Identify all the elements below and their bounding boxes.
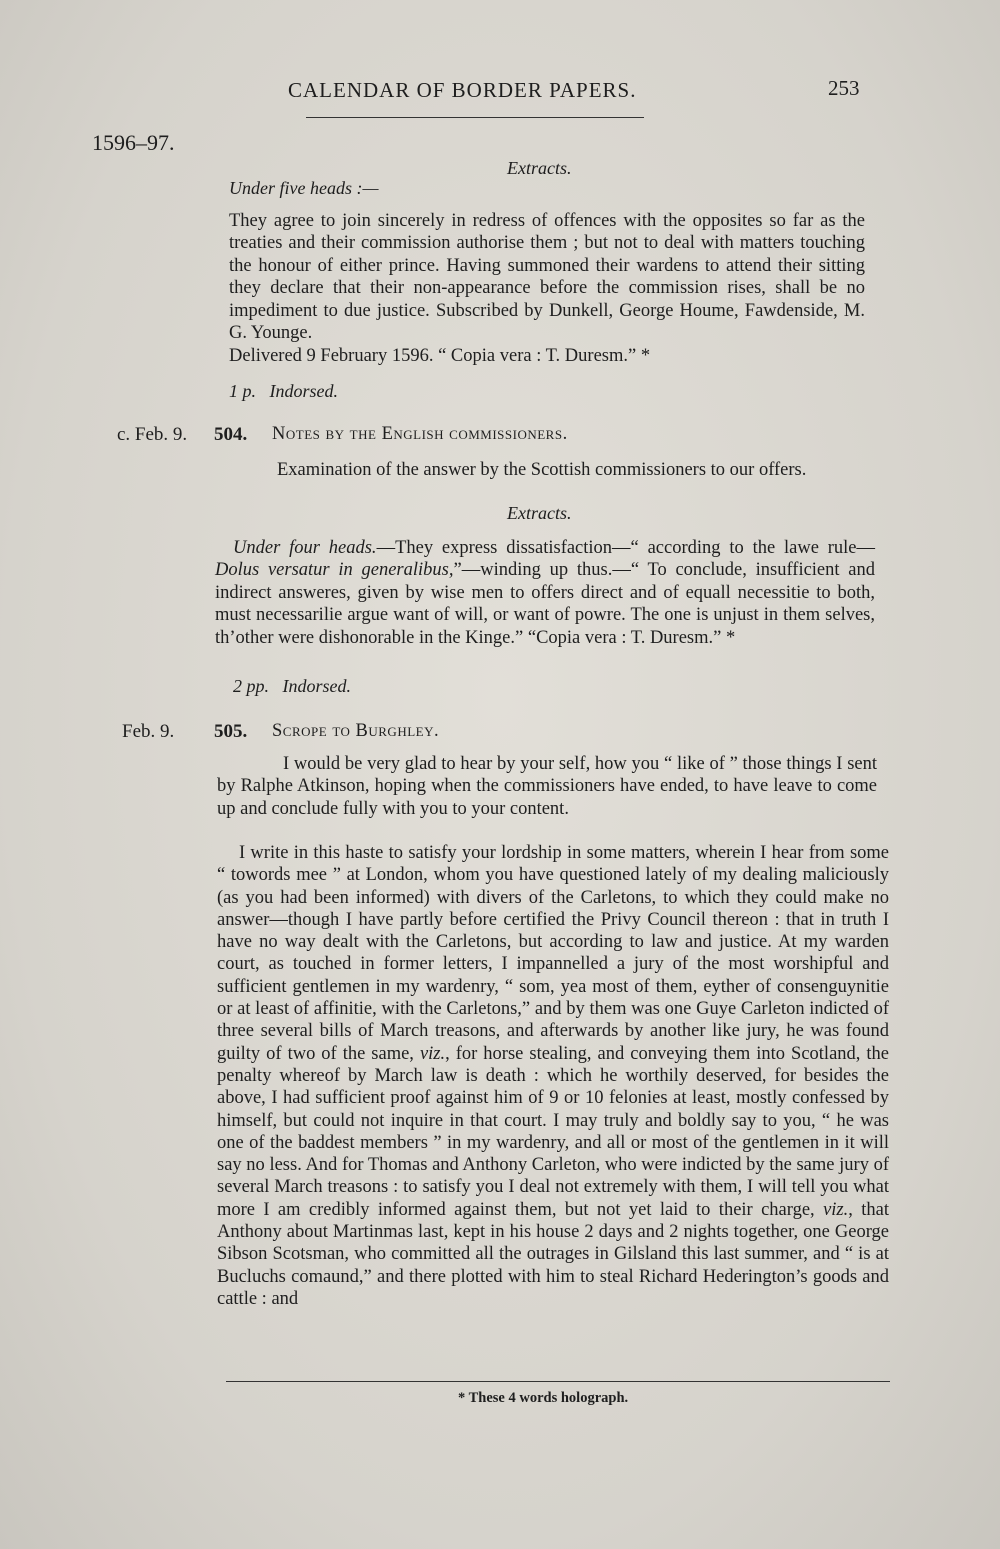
heads-label: Under four heads.	[233, 538, 377, 558]
entry-date: c. Feb. 9.	[117, 424, 188, 445]
indorsed-note: Indorsed.	[269, 381, 338, 401]
entry-summary: Examination of the answer by the Scottish commissioners to our offers.	[277, 460, 807, 480]
body-text: , for horse stealing, and conveying them into Scotland, the penalty whereof by March law is death : which he worthily deserved, for besides the above, I had sufficient proof against him of 9 or 10 felonies at least, mostly confessed by himself, but could not inquire in that court. I may truly and boldly say to you, “ he was one of the baddest members ” in my wardenry, and all or most of the gentlemen in it will say no less. And for Thomas and Anthony Carleton, who were indicted by the same jury of several March treasons : to satisfy you I deal not extremely with them, I will tell you what more I am credibly informed against them, but not yet laid to their charge,	[217, 1043, 889, 1220]
entry-date: Feb. 9.	[122, 721, 175, 742]
pages-count: 1 p.	[229, 381, 256, 401]
year-margin-label: 1596–97.	[92, 130, 175, 155]
pages-note	[233, 676, 351, 697]
latin-phrase: Dolus versatur in generalibus,	[215, 560, 454, 581]
entry-body: They agree to join sincerely in redress of offences with the opposites so far as the treaties and their commission authorise them ; but not to deal with matters touching the honour of either prince. Having summoned their wardens to attend their sitting they declare that their non-appearance before the commission rises, shall be no impediment to due justice. Subscribed by Dunkell, George Houme, Fawdenside, M. G. Younge.	[229, 211, 865, 344]
heads-label: Under five heads :—	[229, 178, 379, 198]
body-text: —They express dissatisfaction—“ according to the lawe rule—	[376, 538, 876, 558]
delivered-line: Delivered 9 February 1596. “ Copia vera : T. Duresm.” *	[229, 346, 651, 366]
entry-number: 504.	[214, 424, 248, 445]
letter-paragraph	[217, 842, 889, 1310]
viz-abbrev: viz.	[823, 1199, 849, 1220]
viz-abbrev: viz.	[419, 1043, 446, 1064]
entry-body	[215, 537, 875, 649]
footnote-rule	[226, 1381, 890, 1382]
entry-title: Scrope to Burghley.	[272, 721, 440, 741]
extracts-label: Extracts.	[507, 503, 572, 523]
footnote: * These 4 words holograph.	[458, 1390, 629, 1406]
extracts-label: Extracts.	[507, 158, 572, 178]
running-head-title: CALENDAR OF BORDER PAPERS.	[288, 78, 637, 102]
indorsed-note: Indorsed.	[282, 676, 351, 696]
pages-note	[229, 381, 338, 402]
entry-number: 505.	[214, 721, 248, 742]
letter-paragraph: I would be very glad to hear by your self, how you “ like of ” those things I sent by Ralphe Atkinson, hoping when the commissioners have ended, to have leave to come up and conclude fully with you to your content.	[217, 754, 877, 819]
entry-title: Notes by the English commissioners.	[272, 424, 568, 444]
body-text: ”—winding up thus.—“ To conclude, insufficient and indirect answeres, given by wise men to offers direct and of equall necessitie to both, must necessarilie argue want of will, or want of powre. The one is unjust in them selves, th’other were dishonorable in the Kinge.” “Copia vera : T. Duresm.” *	[215, 560, 876, 648]
body-text: , that Anthony about Martinmas last, kept in his house 2 days and 2 nights together, one George Sibson Scotsman, who committed all the outrages in Gilsland this last summer, and “ is at Bucluchs comaund,” and there plotted with him to steal Richard Hederington’s goods and cattle : and	[217, 1199, 889, 1309]
header-rule	[306, 117, 644, 118]
page-number: 253	[828, 76, 860, 100]
body-text: I write in this haste to satisfy your lordship in some matters, wherein I hear from some “ towords mee ” at London, whom you have questioned lately of my dealing maliciously (as you had been informed) with divers of the Carletons, to which they could make no answer—though I have partly before certified the Privy Council thereon : that in truth I have no way dealt with the Carletons, but according to law and justice. At my warden court, as touched in former letters, I impannelled a jury of the most worshipful and sufficient gentlemen in my wardenry, “ som, yea most of them, eyther of consenguynitie or at least of affinitie, with the Carletons,” and by them was one Guye Carleton indicted of three several bills of March treasons, and afterwards by another like jury, he was found guilty of two of the same,	[217, 843, 889, 1064]
pages-count: 2 pp.	[233, 676, 269, 696]
